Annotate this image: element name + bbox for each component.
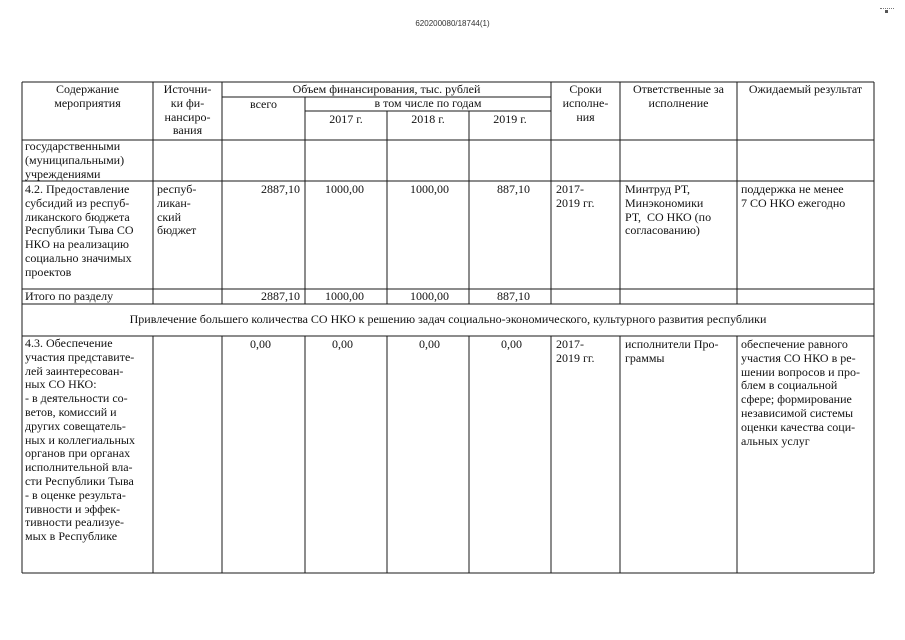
item-4-3-deadline: 2017- 2019 гг. <box>556 337 595 365</box>
header-year-2019: 2019 г. <box>493 112 527 126</box>
item-4-3-total: 0,00 <box>250 337 271 351</box>
item-4-2-deadline: 2017- 2019 гг. <box>556 182 595 210</box>
item-4-2-result: поддержка не менее 7 СО НКО ежегодно <box>741 182 846 210</box>
item-4-2-2019: 887,10 <box>497 182 530 196</box>
subtotal-label: Итого по разделу <box>25 289 114 303</box>
item-4-2-2018: 1000,00 <box>410 182 449 196</box>
subtotal-2017: 1000,00 <box>325 289 364 303</box>
item-4-2-responsible: Минтруд РТ, Минэкономики РТ, СО НКО (по согласованию) <box>625 182 712 238</box>
item-4-3-2017: 0,00 <box>332 337 353 351</box>
item-4-2-total: 2887,10 <box>261 182 300 196</box>
subtotal-2019: 887,10 <box>497 289 530 303</box>
header-year-2017: 2017 г. <box>329 112 363 126</box>
item-4-3-2018: 0,00 <box>419 337 440 351</box>
document-id: 620200080/18744(1) <box>415 19 490 28</box>
item-4-2-content: 4.2. Предоставление субсидий из респуб- ликанского бюджета Республики Тыва СО НКО на реализацию социально значимых проектов <box>25 182 134 279</box>
continued-content: государственными (муниципальными) учреждениями <box>25 139 125 181</box>
header-funding: Объем финансирования, тыс. рублей <box>292 82 481 96</box>
subtotal-2018: 1000,00 <box>410 289 449 303</box>
item-4-3-result: обеспечение равного участия СО НКО в ре- шении вопросов и про- блем в социальной сфере; формирование независимой системы оценки качества соци- альных услуг <box>741 337 860 448</box>
item-4-3-content: 4.3. Обеспечение участия представите- лей заинтересован- ных СО НКО: - в деятельности со- ветов, комиссий и других совещатель- ных и коллегиальных органов при органах исполнительной вла- сти Республики Тыва - в оценке результа- тивности и эффек- тивности реализуе- мых в Республике <box>25 336 135 544</box>
subtotal-total: 2887,10 <box>261 289 300 303</box>
item-4-3-responsible: исполнители Про- граммы <box>625 337 719 365</box>
item-4-3-2019: 0,00 <box>501 337 522 351</box>
section-title: Привлечение большего количества СО НКО к решению задач социально-экономического, культурного развития республики <box>129 312 767 326</box>
header-year-2018: 2018 г. <box>411 112 445 126</box>
header-sources: Источни- ки фи- нансиро- вания <box>163 82 212 138</box>
header-total: всего <box>249 97 278 111</box>
header-result: Ожидаемый результат <box>748 82 863 96</box>
header-by-years: в том числе по годам <box>374 96 482 110</box>
item-4-2-source: респуб- ликан- ский бюджет <box>157 182 197 238</box>
header-responsible: Ответственные за исполнение <box>632 82 724 110</box>
header-deadlines: Сроки исполне- ния <box>562 82 609 124</box>
item-4-2-2017: 1000,00 <box>325 182 364 196</box>
header-content: Содержание мероприятия <box>54 82 121 110</box>
